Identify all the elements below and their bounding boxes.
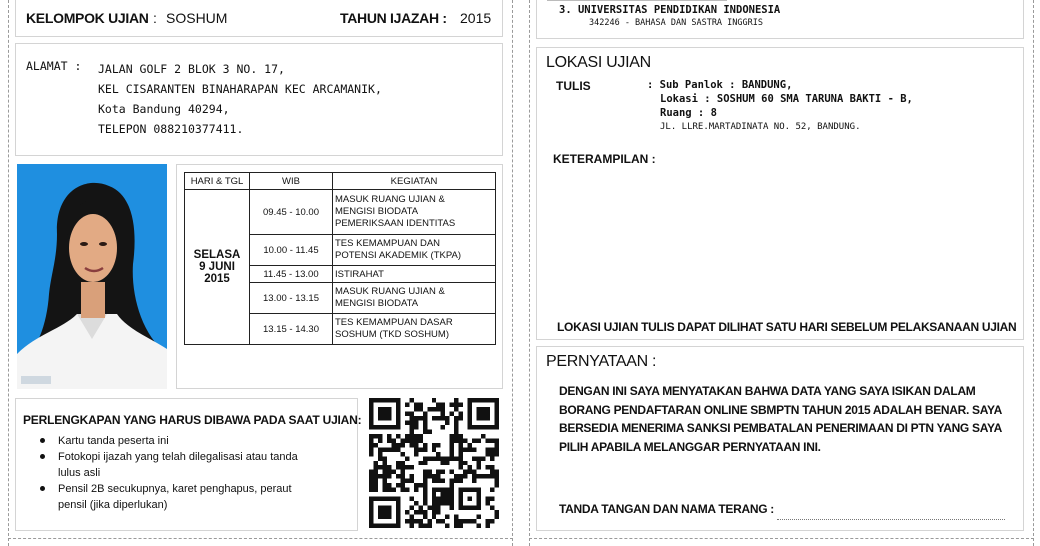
list-item bbox=[40, 449, 298, 481]
item-line: Kartu tanda peserta ini bbox=[58, 435, 169, 447]
activity-line: MASUK RUANG UJIAN & bbox=[335, 194, 445, 205]
bullet-icon bbox=[40, 454, 45, 459]
day-line: SELASA bbox=[193, 249, 241, 261]
alamat-line: TELEPON 088210377411. bbox=[98, 122, 244, 136]
kelompok-label: KELOMPOK UJIAN bbox=[26, 10, 149, 26]
keterampilan-label: KETERAMPILAN : bbox=[553, 152, 656, 166]
bullet-icon bbox=[40, 438, 45, 443]
schedule-time: 13.15 - 14.30 bbox=[250, 314, 333, 345]
table-row bbox=[185, 190, 496, 235]
pernyataan-line: DENGAN INI SAYA MENYATAKAN BAHWA DATA YANG SAYA ISIKAN DALAM bbox=[559, 384, 976, 398]
tulis-details bbox=[647, 78, 913, 134]
pernyataan-title: PERNYATAAN : bbox=[546, 353, 657, 370]
activity-line: SOSHUM (TKD SOSHUM) bbox=[335, 329, 449, 340]
list-item bbox=[40, 481, 298, 513]
lokasi-ujian-box bbox=[536, 47, 1024, 340]
participant-photo bbox=[17, 164, 167, 389]
signature-line bbox=[777, 519, 1005, 520]
kelompok-box bbox=[15, 0, 503, 37]
cut-line-middle-a bbox=[512, 0, 513, 546]
activity-line: MENGISI BIODATA bbox=[335, 206, 419, 217]
schedule-time: 10.00 - 11.45 bbox=[250, 235, 333, 266]
perlengkapan-list bbox=[40, 433, 298, 513]
tulis-line: Ruang : 8 bbox=[660, 107, 717, 119]
schedule-time: 13.00 - 13.15 bbox=[250, 283, 333, 314]
schedule-table bbox=[184, 172, 496, 345]
pernyataan-line: PILIH APABILA MELANGGAR PERNYATAAN INI. bbox=[559, 439, 821, 454]
activity-line: POTENSI AKADEMIK (TKPA) bbox=[335, 250, 461, 261]
universitas-line: 3. UNIVERSITAS PENDIDIKAN INDONESIA bbox=[559, 4, 781, 16]
schedule-box bbox=[176, 164, 503, 389]
cut-line-left bbox=[8, 0, 9, 546]
alamat-box bbox=[15, 43, 503, 156]
tahun-ijazah-value: 2015 bbox=[460, 10, 492, 26]
cut-line-bottom-left bbox=[8, 538, 513, 539]
perlengkapan-box bbox=[15, 398, 362, 531]
tulis-line: : Sub Panlok : BANDUNG, bbox=[647, 79, 793, 91]
prodi-line: 342246 - BAHASA DAN SASTRA INGGRIS bbox=[589, 18, 763, 28]
cut-line-right bbox=[1033, 0, 1034, 546]
list-item bbox=[40, 433, 298, 449]
alamat-line: Kota Bandung 40294, bbox=[98, 102, 230, 116]
lokasi-note: LOKASI UJIAN TULIS DAPAT DILIHAT SATU HARI SEBELUM PELAKSANAAN UJIAN bbox=[557, 320, 1017, 334]
activity-line: TES KEMAMPUAN DAN bbox=[335, 238, 441, 249]
header-kegiatan: KEGIATAN bbox=[333, 173, 496, 190]
qr-code-image bbox=[369, 398, 499, 528]
kelompok-value: SOSHUM bbox=[166, 10, 228, 26]
alamat-label: ALAMAT : bbox=[26, 59, 82, 73]
schedule-time: 09.45 - 10.00 bbox=[250, 190, 333, 235]
pernyataan-box bbox=[536, 346, 1024, 531]
schedule-header-row bbox=[185, 173, 496, 190]
lokasi-ujian-title: LOKASI UJIAN bbox=[546, 54, 651, 71]
cut-line-bottom-right bbox=[529, 538, 1034, 539]
perlengkapan-title: PERLENGKAPAN YANG HARUS DIBAWA PADA SAAT UJIAN: bbox=[23, 413, 362, 427]
alamat-line: KEL CISARANTEN BINAHARAPAN KEC ARCAMANIK, bbox=[98, 82, 382, 96]
alamat-line: JALAN GOLF 2 BLOK 3 NO. 17, bbox=[98, 62, 285, 76]
schedule-day bbox=[185, 190, 250, 345]
portrait-image bbox=[17, 164, 167, 389]
tulis-line: JL. LLRE.MARTADINATA NO. 52, BANDUNG. bbox=[660, 122, 861, 132]
item-line: lulus asli bbox=[58, 467, 101, 479]
tulis-line: Lokasi : SOSHUM 60 SMA TARUNA BAKTI - B, bbox=[660, 93, 913, 105]
day-line: 2015 bbox=[204, 273, 230, 285]
activity-line: PEMERIKSAAN IDENTITAS bbox=[335, 218, 456, 229]
bullet-icon bbox=[40, 486, 45, 491]
pilihan-box bbox=[536, 0, 1024, 39]
schedule-activity: ISTIRAHAT bbox=[333, 266, 496, 283]
alamat-lines bbox=[98, 59, 382, 139]
tahun-ijazah-label: TAHUN IJAZAH : bbox=[340, 10, 447, 26]
item-line: Pensil 2B secukupnya, karet penghapus, peraut bbox=[58, 483, 292, 495]
cropped-line bbox=[547, 0, 727, 1]
pernyataan-text bbox=[559, 382, 1002, 456]
pernyataan-line: BERSEDIA MENERIMA SANKSI PEMBATALAN PENERIMAAN DI PTN YANG SAYA bbox=[559, 421, 1002, 435]
activity-line: MASUK RUANG UJIAN & bbox=[335, 286, 445, 297]
schedule-time: 11.45 - 13.00 bbox=[250, 266, 333, 283]
activity-line: MENGISI BIODATA bbox=[335, 298, 419, 309]
item-line: pensil (jika diperlukan) bbox=[58, 499, 168, 511]
tulis-label: TULIS bbox=[556, 79, 591, 93]
schedule-activity bbox=[333, 190, 496, 235]
header-wib: WIB bbox=[250, 173, 333, 190]
pernyataan-line: BORANG PENDAFTARAN ONLINE SBMPTN TAHUN 2015 ADALAH BENAR. SAYA bbox=[559, 402, 1002, 417]
kelompok-separator: : bbox=[153, 10, 157, 26]
activity-line: TES KEMAMPUAN DASAR bbox=[335, 317, 453, 328]
schedule-activity bbox=[333, 235, 496, 266]
schedule-activity bbox=[333, 283, 496, 314]
day-line: 9 JUNI bbox=[199, 261, 235, 273]
schedule-activity bbox=[333, 314, 496, 345]
tanda-tangan-label: TANDA TANGAN DAN NAMA TERANG : bbox=[559, 502, 774, 516]
item-line: Fotokopi ijazah yang telah dilegalisasi atau tanda bbox=[58, 451, 298, 463]
header-hari-tgl: HARI & TGL bbox=[185, 173, 250, 190]
cut-line-middle-b bbox=[529, 0, 530, 546]
